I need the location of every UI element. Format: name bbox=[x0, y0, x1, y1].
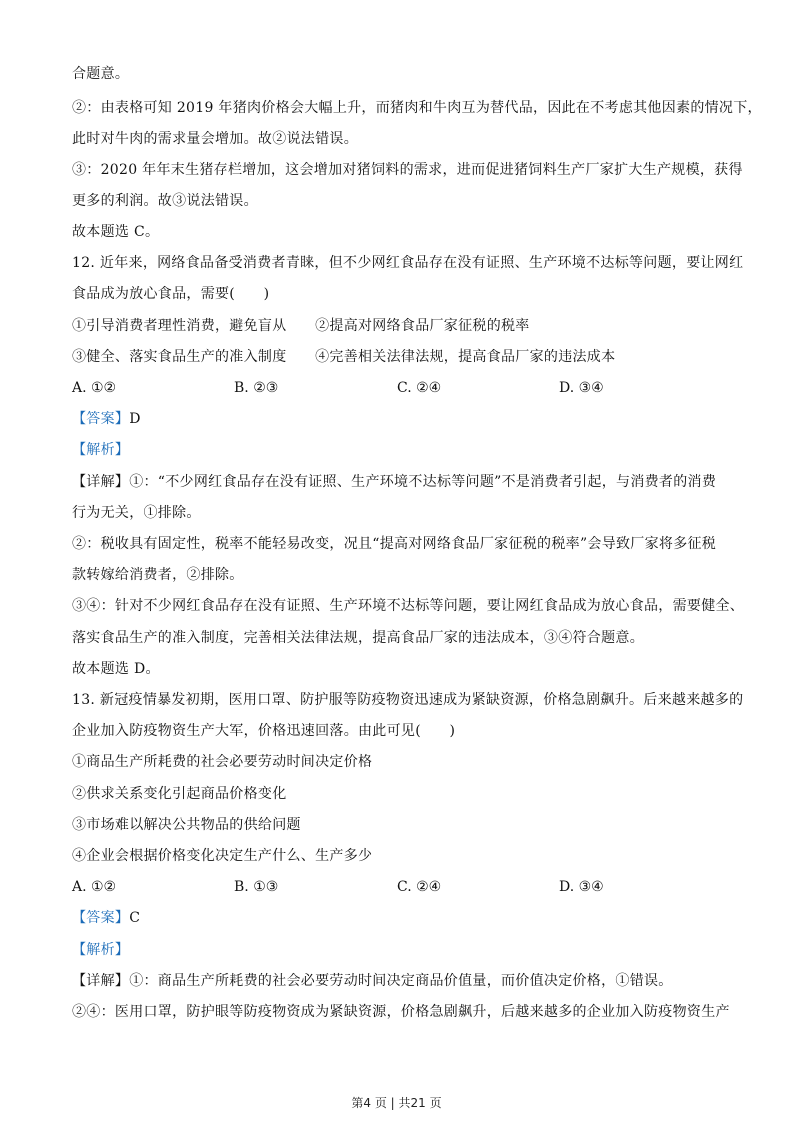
answer-value: D bbox=[129, 411, 141, 427]
q12-option-a: A. ①② bbox=[72, 380, 117, 396]
question-13-statement: ④企业会根据价格变化决定生产什么、生产多少 bbox=[72, 848, 373, 864]
q13-analysis-tag bbox=[72, 940, 129, 960]
q12-option-d: D. ③④ bbox=[559, 380, 604, 396]
q13-detail bbox=[72, 971, 673, 991]
detail-tag: 【详解】 bbox=[72, 474, 130, 490]
text-line: ②：税收具有固定性，税率不能轻易改变，况且“提高对网络食品厂家征税的税率”会导致厂家将多征税 bbox=[72, 536, 717, 552]
text-line: 落实食品生产的准入制度，完善相关法律法规，提高食品厂家的违法成本，③④符合题意。 bbox=[72, 630, 644, 646]
q12-answer bbox=[72, 409, 141, 429]
text-line: 款转嫁给消费者，②排除。 bbox=[72, 567, 244, 583]
q13-option-b: B. ①③ bbox=[234, 879, 279, 895]
text-line: 合题意。 bbox=[72, 66, 130, 82]
question-13-stem: 企业加入防疫物资生产大军，价格迅速回落。由此可见( ) bbox=[72, 723, 456, 739]
text-line: 此时对牛肉的需求量会增加。故②说法错误。 bbox=[72, 131, 358, 147]
question-13-statement: ②供求关系变化引起商品价格变化 bbox=[72, 786, 287, 802]
text-line: 故本题选 D。 bbox=[72, 661, 160, 677]
question-12-statement: ③健全、落实食品生产的准入制度 ④完善相关法律法规，提高食品厂家的违法成本 bbox=[72, 349, 616, 365]
text-line: 行为无关，①排除。 bbox=[72, 505, 201, 521]
analysis-tag: 【解析】 bbox=[72, 442, 130, 458]
detail-text: ①：商品生产所耗费的社会必要劳动时间决定商品价值量，而价值决定价格，①错误。 bbox=[129, 973, 673, 989]
text-line: 故本题选 C。 bbox=[72, 224, 160, 240]
question-13-statement: ③市场难以解决公共物品的供给问题 bbox=[72, 817, 301, 833]
answer-value: C bbox=[129, 910, 141, 926]
q13-answer bbox=[72, 908, 140, 928]
detail-tag: 【详解】 bbox=[72, 973, 130, 989]
text-line: ②④：医用口罩，防护眼等防疫物资成为紧缺资源，价格急剧飙升，后越来越多的企业加入防疫物资生产 bbox=[72, 1004, 730, 1020]
answer-tag: 【答案】 bbox=[72, 910, 130, 926]
text-line: 更多的利润。故③说法错误。 bbox=[72, 193, 258, 209]
detail-text: ①：“不少网红食品存在没有证照、生产环境不达标等问题”不是消费者引起，与消费者的消费 bbox=[129, 474, 717, 490]
q13-option-a: A. ①② bbox=[72, 879, 117, 895]
q12-option-c: C. ②④ bbox=[397, 380, 442, 396]
text-line: ③：2020 年年末生猪存栏增加，这会增加对猪饲料的需求，进而促进猪饲料生产厂家扩大生产规模，获得 bbox=[72, 162, 743, 178]
question-12-statement: ①引导消费者理性消费，避免盲从 ②提高对网络食品厂家征税的税率 bbox=[72, 318, 530, 334]
q12-option-b: B. ②③ bbox=[234, 380, 279, 396]
analysis-tag: 【解析】 bbox=[72, 942, 130, 958]
q13-option-d: D. ③④ bbox=[559, 879, 604, 895]
text-line: ②：由表格可知 2019 年猪肉价格会大幅上升，而猪肉和牛肉互为替代品，因此在不考虑其他因素的情况下， bbox=[72, 100, 762, 116]
q13-option-c: C. ②④ bbox=[397, 879, 442, 895]
question-13-stem: 13. 新冠疫情暴发初期，医用口罩、防护服等防疫物资迅速成为紧缺资源，价格急剧飙升。后来越来越多的 bbox=[72, 692, 744, 708]
answer-tag: 【答案】 bbox=[72, 411, 130, 427]
text-line: ③④：针对不少网红食品存在没有证照、生产环境不达标等问题，要让网红食品成为放心食品，需要健全、 bbox=[72, 598, 745, 614]
question-13-statement: ①商品生产所耗费的社会必要劳动时间决定价格 bbox=[72, 754, 373, 770]
q12-detail bbox=[72, 472, 716, 492]
question-12-stem: 食品成为放心食品，需要( ) bbox=[72, 286, 270, 302]
question-12-stem: 12. 近年来，网络食品备受消费者青睐，但不少网红食品存在没有证照、生产环境不达标等问题，要让网红 bbox=[72, 255, 744, 271]
page-footer: 第4 页 | 共21 页 bbox=[351, 1096, 442, 1110]
q12-analysis-tag bbox=[72, 440, 129, 460]
